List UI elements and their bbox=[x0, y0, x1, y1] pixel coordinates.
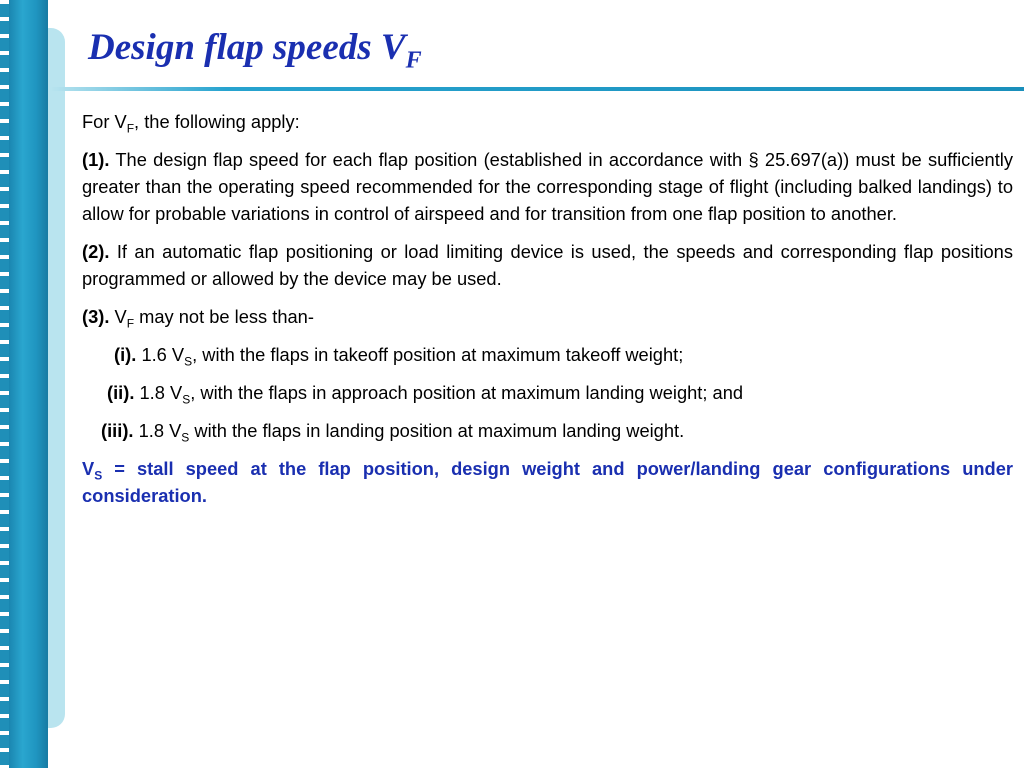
left-blue-stripe bbox=[9, 0, 48, 768]
list-item-iii: (iii). 1.8 $V_S$ with the flaps in landing position at maximum landing weight. bbox=[101, 420, 685, 445]
slide-body bbox=[82, 108, 1013, 520]
intro-line: For $V_F$, the following apply: bbox=[82, 111, 300, 136]
stall-speed-definition: $V_S$ = stall speed at the flap position, design weight and power/landing gear configurations under consideration. bbox=[82, 458, 1013, 506]
paragraph-1-number: (1). bbox=[82, 149, 110, 170]
title-underline bbox=[50, 87, 1024, 91]
slide-title bbox=[88, 26, 422, 74]
paragraph-1 bbox=[82, 146, 1013, 227]
title-main: Design flap speeds V bbox=[88, 27, 406, 68]
paragraph-2-number: (2). bbox=[82, 241, 110, 262]
left-light-panel bbox=[48, 28, 65, 728]
left-dashed-border bbox=[0, 0, 9, 768]
paragraph-1-text: The design flap speed for each flap position (established in accordance with § 25.697(a)) must be sufficiently greater than the operating speed recommended for the corresponding stage of flight (including balked landings) to allow for probable variations in control of airspeed and for transition from one flap position to another. bbox=[82, 149, 1014, 224]
paragraph-2-text: If an automatic flap positioning or load limiting device is used, the speeds and corresponding flap positions programmed or allowed by the device may be used. bbox=[82, 241, 1013, 289]
paragraph-3-number: (3). bbox=[82, 306, 110, 327]
paragraph-3: (3). $V_F$ may not be less than- bbox=[82, 306, 314, 331]
paragraph-2 bbox=[82, 238, 1013, 292]
list-item-i: (i). 1.6 $V_S$, with the flaps in takeoff position at maximum takeoff weight; bbox=[114, 344, 684, 369]
list-item-ii: (ii). 1.8 $V_S$, with the flaps in approach position at maximum landing weight; and bbox=[107, 382, 744, 407]
title-subscript: F bbox=[405, 47, 422, 74]
